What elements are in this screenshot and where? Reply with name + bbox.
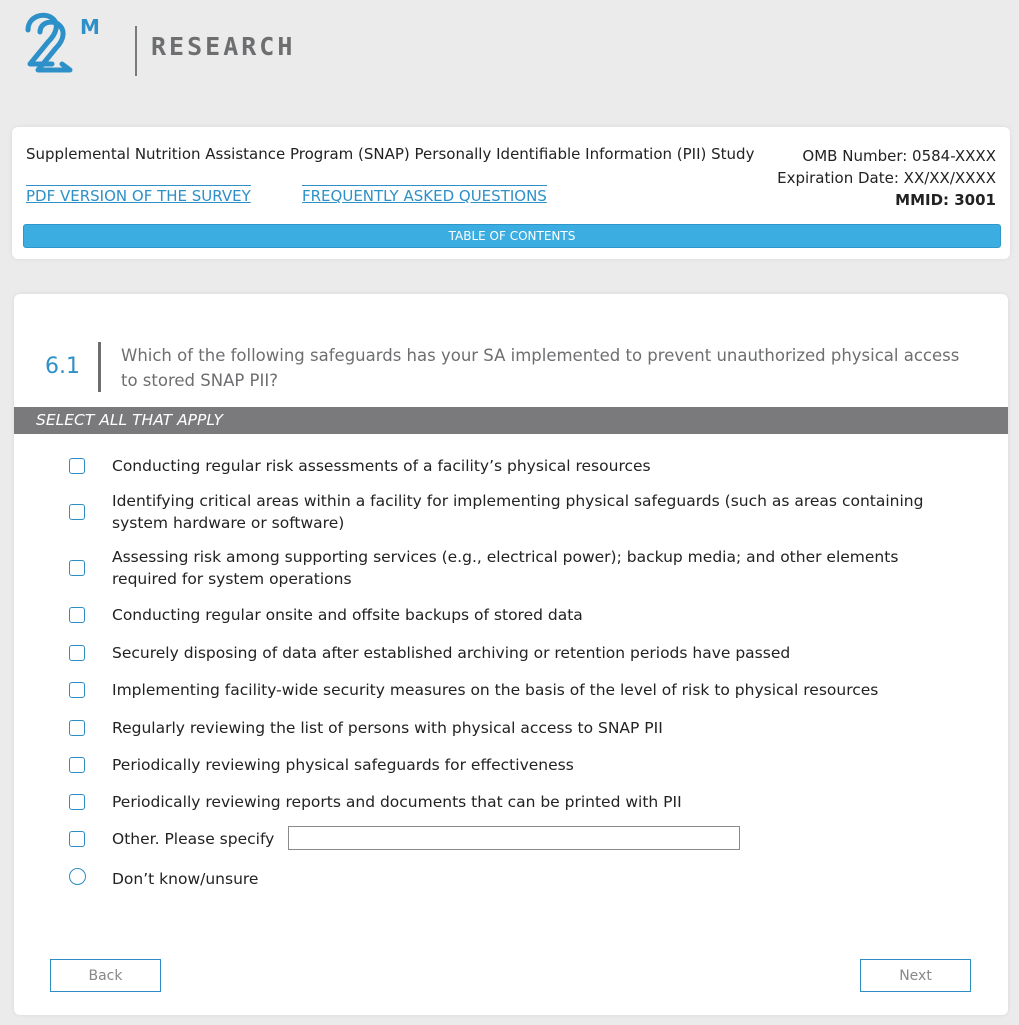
question-card — [14, 294, 1008, 1015]
option-checkbox[interactable] — [69, 720, 85, 736]
option-checkbox[interactable] — [69, 645, 85, 661]
option-label: Securely disposing of data after established archiving or retention periods have passed — [112, 644, 791, 662]
table-of-contents-button[interactable]: TABLE OF CONTENTS — [23, 224, 1001, 248]
option-label: Conducting regular onsite and offsite backups of stored data — [112, 606, 583, 624]
mmid: MMID: 3001 — [895, 191, 996, 209]
option-label: Regularly reviewing the list of persons with physical access to SNAP PII — [112, 719, 663, 737]
option-label: Other. Please specify — [112, 830, 275, 848]
option-radio[interactable] — [69, 868, 86, 885]
two-m-logo-icon — [22, 8, 132, 78]
option-label: Assessing risk among supporting services (e.g., electrical power); backup media; and other elements required for system operations — [112, 548, 899, 588]
question-number: 6.1 — [45, 354, 80, 379]
survey-header — [12, 127, 1010, 259]
faq-link[interactable]: FREQUENTLY ASKED QUESTIONS — [302, 187, 547, 205]
option-checkbox[interactable] — [69, 607, 85, 623]
option-label: Periodically reviewing reports and documents that can be printed with PII — [112, 793, 682, 811]
next-button[interactable]: Next — [860, 959, 971, 992]
option-checkbox[interactable] — [69, 560, 85, 576]
expiration-date: Expiration Date: XX/XX/XXXX — [777, 169, 996, 187]
option-label: Identifying critical areas within a facility for implementing physical safeguards (such as areas containing system hardware or software) — [112, 492, 924, 532]
logo-wordmark: RESEARCH — [151, 32, 296, 61]
brand-logo — [22, 8, 322, 78]
question-text: Which of the following safeguards has your SA implemented to prevent unauthorized physical access to stored SNAP PII? — [121, 346, 960, 390]
option-checkbox[interactable] — [69, 794, 85, 810]
instruction-bar: SELECT ALL THAT APPLY — [14, 407, 1008, 434]
option-checkbox[interactable] — [69, 831, 85, 847]
option-label: Implementing facility-wide security measures on the basis of the level of risk to physical resources — [112, 681, 879, 699]
option-checkbox[interactable] — [69, 458, 85, 474]
svg-text:M: M — [80, 15, 100, 39]
option-checkbox[interactable] — [69, 504, 85, 520]
omb-info — [777, 145, 996, 211]
question-divider — [98, 342, 101, 392]
study-title: Supplemental Nutrition Assistance Program (SNAP) Personally Identifiable Information (PII) Study — [26, 145, 755, 163]
option-label: Don’t know/unsure — [112, 870, 259, 888]
option-checkbox[interactable] — [69, 682, 85, 698]
back-button[interactable]: Back — [50, 959, 161, 992]
option-label: Conducting regular risk assessments of a facility’s physical resources — [112, 457, 651, 475]
option-label: Periodically reviewing physical safeguards for effectiveness — [112, 756, 574, 774]
other-specify-input[interactable] — [288, 826, 740, 850]
omb-number: OMB Number: 0584-XXXX — [802, 147, 996, 165]
logo-divider — [135, 26, 137, 76]
pdf-version-link[interactable]: PDF VERSION OF THE SURVEY — [26, 187, 251, 205]
option-checkbox[interactable] — [69, 757, 85, 773]
